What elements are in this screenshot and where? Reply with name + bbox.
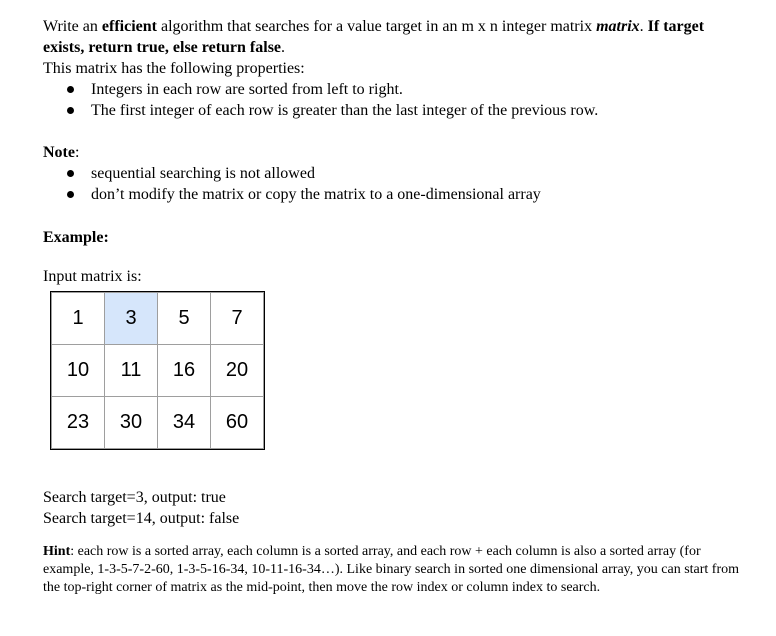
problem-document — [43, 16, 743, 597]
example-heading: Example: — [43, 229, 109, 246]
list-item: The first integer of each row is greater than the last integer of the previous row. — [43, 100, 743, 121]
statement-efficient: efficient — [101, 18, 157, 35]
example-result-2: Search target=14, output: false — [43, 510, 240, 527]
hint-paragraph — [43, 543, 743, 597]
properties-intro: This matrix has the following properties: — [43, 60, 305, 77]
bullet-icon — [67, 107, 74, 114]
matrix-cell: 34 — [158, 397, 211, 449]
statement-text-c: . — [639, 18, 648, 35]
example-result-1: Search target=3, output: true — [43, 489, 226, 506]
matrix-cell: 30 — [105, 397, 158, 449]
matrix-row — [52, 397, 264, 449]
matrix-row — [52, 345, 264, 397]
matrix-cell: 3 — [105, 293, 158, 345]
bullet-icon — [67, 86, 74, 93]
statement-return-rule: If target exists, return true, else return false — [43, 18, 705, 56]
matrix-cell: 7 — [211, 293, 264, 345]
statement-text-a: Write an — [43, 18, 102, 35]
statement-matrix-word: matrix — [596, 18, 640, 35]
matrix-cell: 60 — [211, 397, 264, 449]
matrix-cell: 23 — [52, 397, 105, 449]
list-item: don’t modify the matrix or copy the matrix to a one-dimensional array — [43, 184, 743, 205]
problem-statement — [43, 16, 743, 58]
matrix-cell: 11 — [105, 345, 158, 397]
matrix-cell: 20 — [211, 345, 264, 397]
bullet-icon — [67, 170, 74, 177]
statement-text-d: . — [281, 39, 286, 56]
matrix-cell: 1 — [52, 293, 105, 345]
matrix-cell: 16 — [158, 345, 211, 397]
note-heading: Note: — [43, 144, 80, 161]
note-list — [43, 163, 743, 205]
list-item: sequential searching is not allowed — [43, 163, 743, 184]
bullet-icon — [67, 191, 74, 198]
matrix-cell: 10 — [52, 345, 105, 397]
statement-text-b: algorithm that searches for a value target in an m x n integer matrix — [156, 18, 597, 35]
matrix-cell: 5 — [158, 293, 211, 345]
list-item: Integers in each row are sorted from left to right. — [43, 79, 743, 100]
matrix-row — [52, 293, 264, 345]
properties-list — [43, 79, 743, 121]
hint-label: Hint — [43, 544, 71, 559]
hint-text: : each row is a sorted array, each column is a sorted array, and each row + each column is also a sorted array (for example, 1-3-5-7-2-60, 1-3-5-16-34, 10-11-16-34…). Like binary search in sorted one dimensional array, you can start from the top-right corner of matrix as the mid-point, then move the row index or column index to search. — [43, 544, 740, 595]
matrix-table — [50, 291, 265, 450]
input-label: Input matrix is: — [43, 268, 142, 285]
